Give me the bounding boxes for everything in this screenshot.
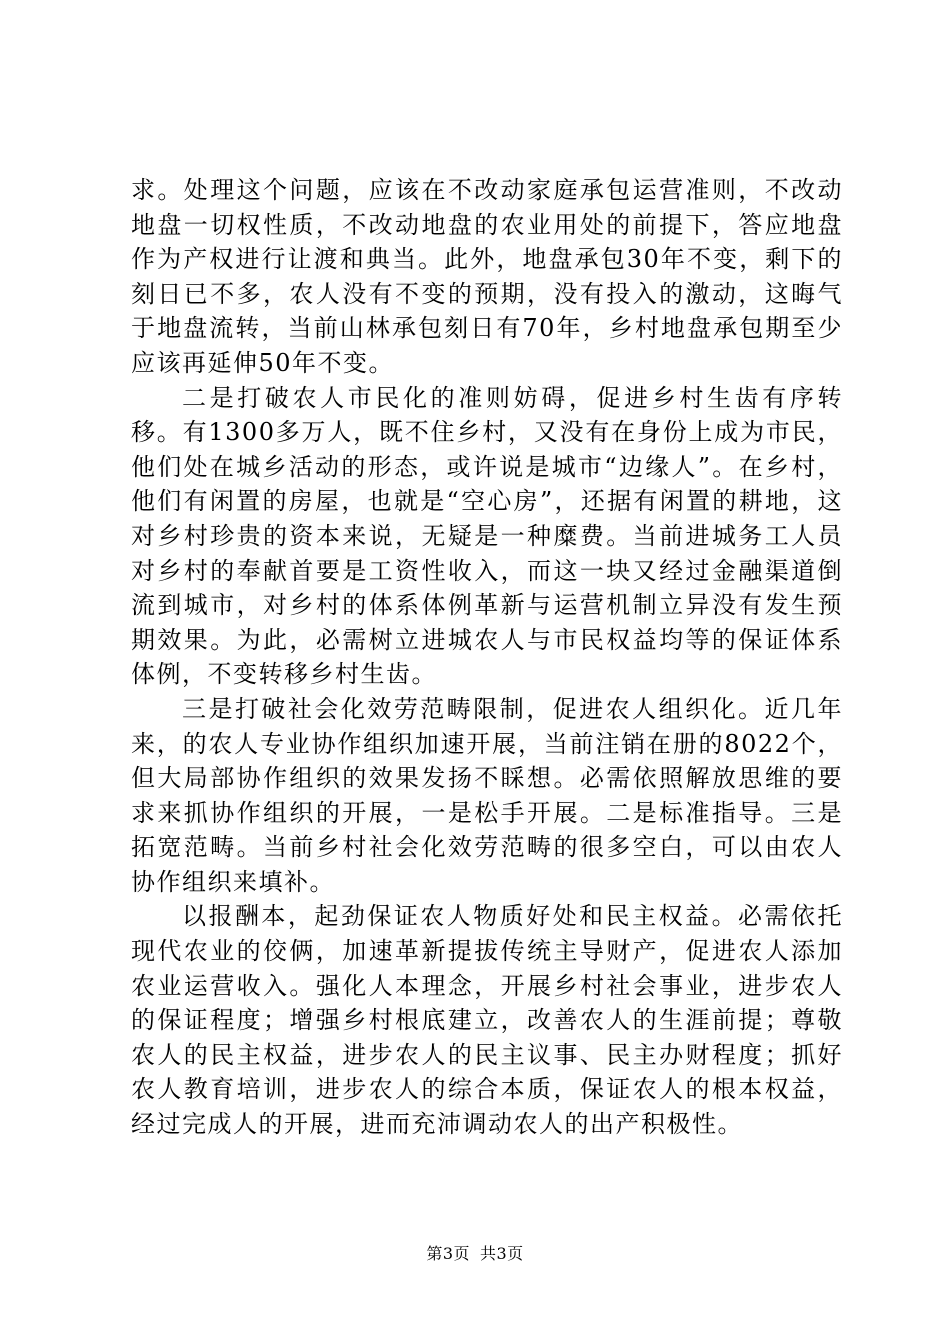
page-footer — [0, 1244, 950, 1264]
page-number-total: 共3页 — [480, 1244, 524, 1263]
page-number-current: 第3页 — [426, 1244, 470, 1263]
paragraph-2: 二是打破农人市民化的准则妨碍，促进乡村生齿有序转移。有1300多万人，既不住乡村，又没有在身份上成为市民，他们处在城乡活动的形态，或许说是城市“边缘人”。在乡村，他们有闲置的房屋，也就是“空心房”，还据有闲置的耕地，这对乡村珍贵的资本来说，无疑是一种糜费。当前进城务工人员对乡村的奉献首要是工资性收入，而这一块又经过金融渠道倒流到城市，对乡村的体系体例革新与运营机制立异没有发生预期效果。为此，必需树立进城农人与市民权益均等的保证体系体例，不变转移乡村生齿。 — [131, 383, 843, 689]
document-body — [131, 173, 843, 1142]
paragraph-4: 以报酬本，起劲保证农人物质好处和民主权益。必需依托现代农业的佼俩，加速革新提拔传统主导财产，促进农人添加农业运营收入。强化人本理念，开展乡村社会事业，进步农人的保证程度；增强乡村根底建立，改善农人的生涯前提；尊敬农人的民主权益，进步农人的民主议事、民主办财程度；抓好农人教育培训，进步农人的综合本质，保证农人的根本权益，经过完成人的开展，进而充沛调动农人的出产积极性。 — [131, 902, 843, 1139]
paragraph-3: 三是打破社会化效劳范畴限制，促进农人组织化。近几年来，的农人专业协作组织加速开展，当前注销在册的8022个，但大局部协作组织的效果发扬不睬想。必需依照解放思维的要求来抓协作组织的开展，一是松手开展。二是标准指导。三是拓宽范畴。当前乡村社会化效劳范畴的很多空白，可以由农人协作组织来填补。 — [131, 694, 843, 896]
paragraph-1: 求。处理这个问题，应该在不改动家庭承包运营准则，不改动地盘一切权性质，不改动地盘的农业用处的前提下，答应地盘作为产权进行让渡和典当。此外，地盘承包30年不变，剩下的刻日已不多，农人没有不变的预期，没有投入的激动，这晦气于地盘流转，当前山林承包刻日有70年，乡村地盘承包期至少应该再延伸50年不变。 — [131, 176, 843, 377]
